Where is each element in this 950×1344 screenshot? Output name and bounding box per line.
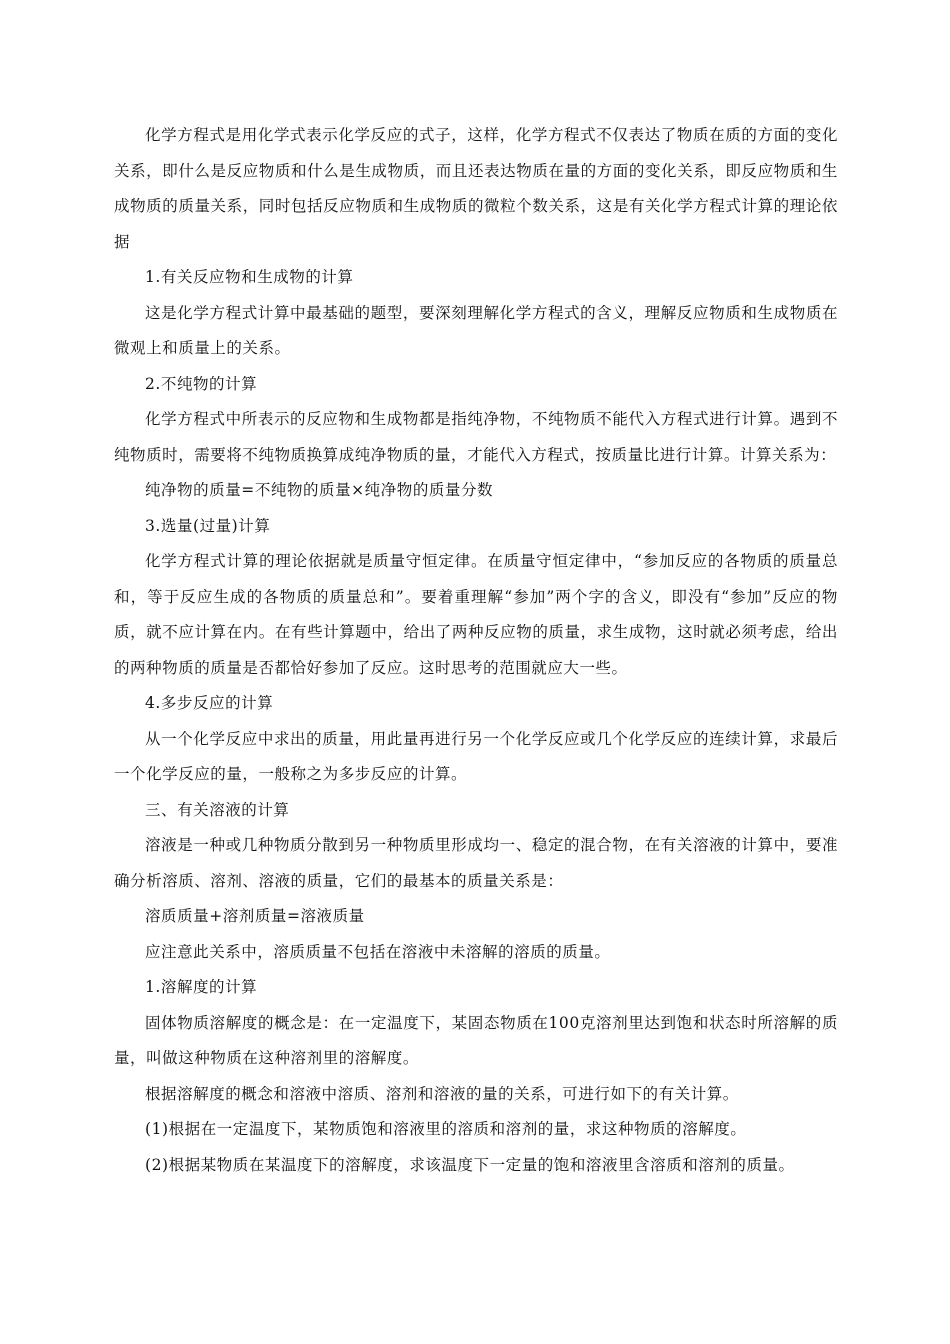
paragraph-solubility-relations: 根据溶解度的概念和溶液中溶质、溶剂和溶液的量的关系，可进行如下的有关计算。	[145, 1084, 739, 1103]
paragraph-mass-conservation: 化学方程式计算的理论依据就是质量守恒定律。在质量守恒定律中，“参加反应的各物质的质量总和，等于反应生成的各物质的质量总和”。要着重理解“参加”两个字的含义，即没有“参加”反应的物质，就不应计算在内。在有些计算题中，给出了两种反应物的质量，求生成物，这时就必须考虑，给出的两种物质的质量是否都恰好参加了反应。这时思考的范围就应大一些。	[114, 552, 838, 677]
heading-impure-calculation: 2.不纯物的计算	[145, 374, 258, 393]
document-body	[114, 118, 838, 1183]
formula-solution-mass: 溶质质量+溶剂质量=溶液质量	[145, 907, 365, 925]
heading-solubility-calculation: 1.溶解度的计算	[145, 978, 258, 996]
heading-solution-calculation: 三、有关溶液的计算	[145, 800, 290, 819]
list-item-solubility-2: (2)根据某物质在某温度下的溶解度，求该温度下一定量的饱和溶液里含溶质和溶剂的质量。	[145, 1155, 795, 1174]
heading-excess-calculation: 3.选量(过量)计算	[145, 516, 271, 535]
paragraph-intro: 化学方程式是用化学式表示化学反应的式子，这样，化学方程式不仅表达了物质在质的方面的变化关系，即什么是反应物质和什么是生成物质，而且还表达物质在量的方面的变化关系，即反应物质和生成物质的质量关系，同时包括反应物质和生成物质的微粒个数关系，这是有关化学方程式计算的理论依据	[114, 126, 838, 251]
paragraph-multistep: 从一个化学反应中求出的质量，用此量再进行另一个化学反应或几个化学反应的连续计算，求最后一个化学反应的量，一般称之为多步反应的计算。	[114, 729, 838, 783]
paragraph-solution-definition: 溶液是一种或几种物质分散到另一种物质里形成均一、稳定的混合物，在有关溶液的计算中，要准确分析溶质、溶剂、溶液的质量，它们的最基本的质量关系是：	[114, 836, 838, 890]
paragraph-impure-substances: 化学方程式中所表示的反应物和生成物都是指纯净物，不纯物质不能代入方程式进行计算。遇到不纯物质时，需要将不纯物质换算成纯净物质的量，才能代入方程式，按质量比进行计算。计算关系为：	[114, 410, 838, 464]
paragraph-solubility-concept: 固体物质溶解度的概念是：在一定温度下，某固态物质在100克溶剂里达到饱和状态时所溶解的质量，叫做这种物质在这种溶剂里的溶解度。	[114, 1013, 838, 1067]
heading-reactant-product-calculation: 1.有关反应物和生成物的计算	[145, 268, 354, 286]
paragraph-solution-note: 应注意此关系中，溶质质量不包括在溶液中未溶解的溶质的质量。	[145, 942, 611, 961]
list-item-solubility-1: (1)根据在一定温度下，某物质饱和溶液里的溶质和溶剂的量，求这种物质的溶解度。	[145, 1120, 747, 1138]
heading-multistep-calculation: 4.多步反应的计算	[145, 694, 274, 712]
formula-pure-mass: 纯净物的质量=不纯物的质量×纯净物的质量分数	[145, 481, 494, 499]
paragraph-basic-type: 这是化学方程式计算中最基础的题型，要深刻理解化学方程式的含义，理解反应物质和生成物质在微观上和质量上的关系。	[114, 303, 838, 357]
